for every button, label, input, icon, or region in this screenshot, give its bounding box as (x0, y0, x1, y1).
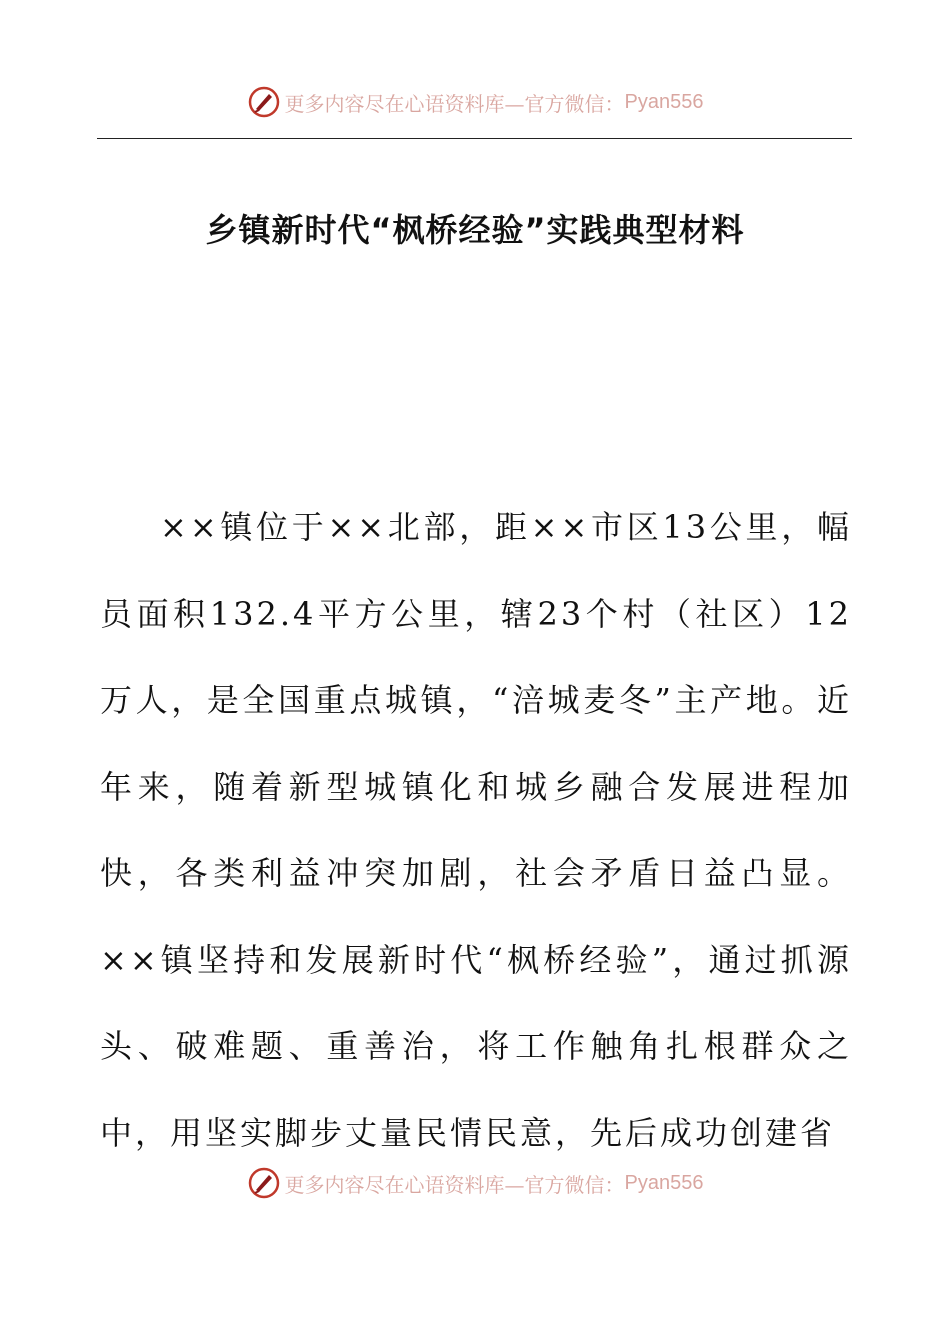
header-divider (97, 138, 852, 139)
quill-pen-logo-icon (247, 85, 281, 119)
footer-brand-id: Pyan556 (624, 1171, 704, 1194)
document-paragraph: ××镇位于××北部，距××市区13公里，幅员面积132.4平方公里，辖23个村（社区）12万人，是全国重点城镇，“涪城麦冬”主产地。近年来，随着新型城镇化和城乡融合发展进程加快，各类利益冲突加剧，社会矛盾日益凸显。××镇坚持和发展新时代“枫桥经验”，通过抓源头、破难题、重善治，将工作触角扎根群众之中，用坚实脚步丈量民情民意，先后成功创建省 (100, 508, 852, 1152)
footer-watermark (0, 1163, 950, 1203)
header-watermark (0, 82, 950, 122)
document-title: 乡镇新时代“枫桥经验”实践典型材料 (205, 211, 745, 249)
header-brand-text: 更多内容尽在心语资料库—官方微信： (284, 91, 625, 116)
quill-pen-logo-icon (247, 1166, 281, 1200)
footer-brand-text: 更多内容尽在心语资料库—官方微信： (284, 1172, 625, 1197)
header-brand-id: Pyan556 (624, 90, 704, 113)
